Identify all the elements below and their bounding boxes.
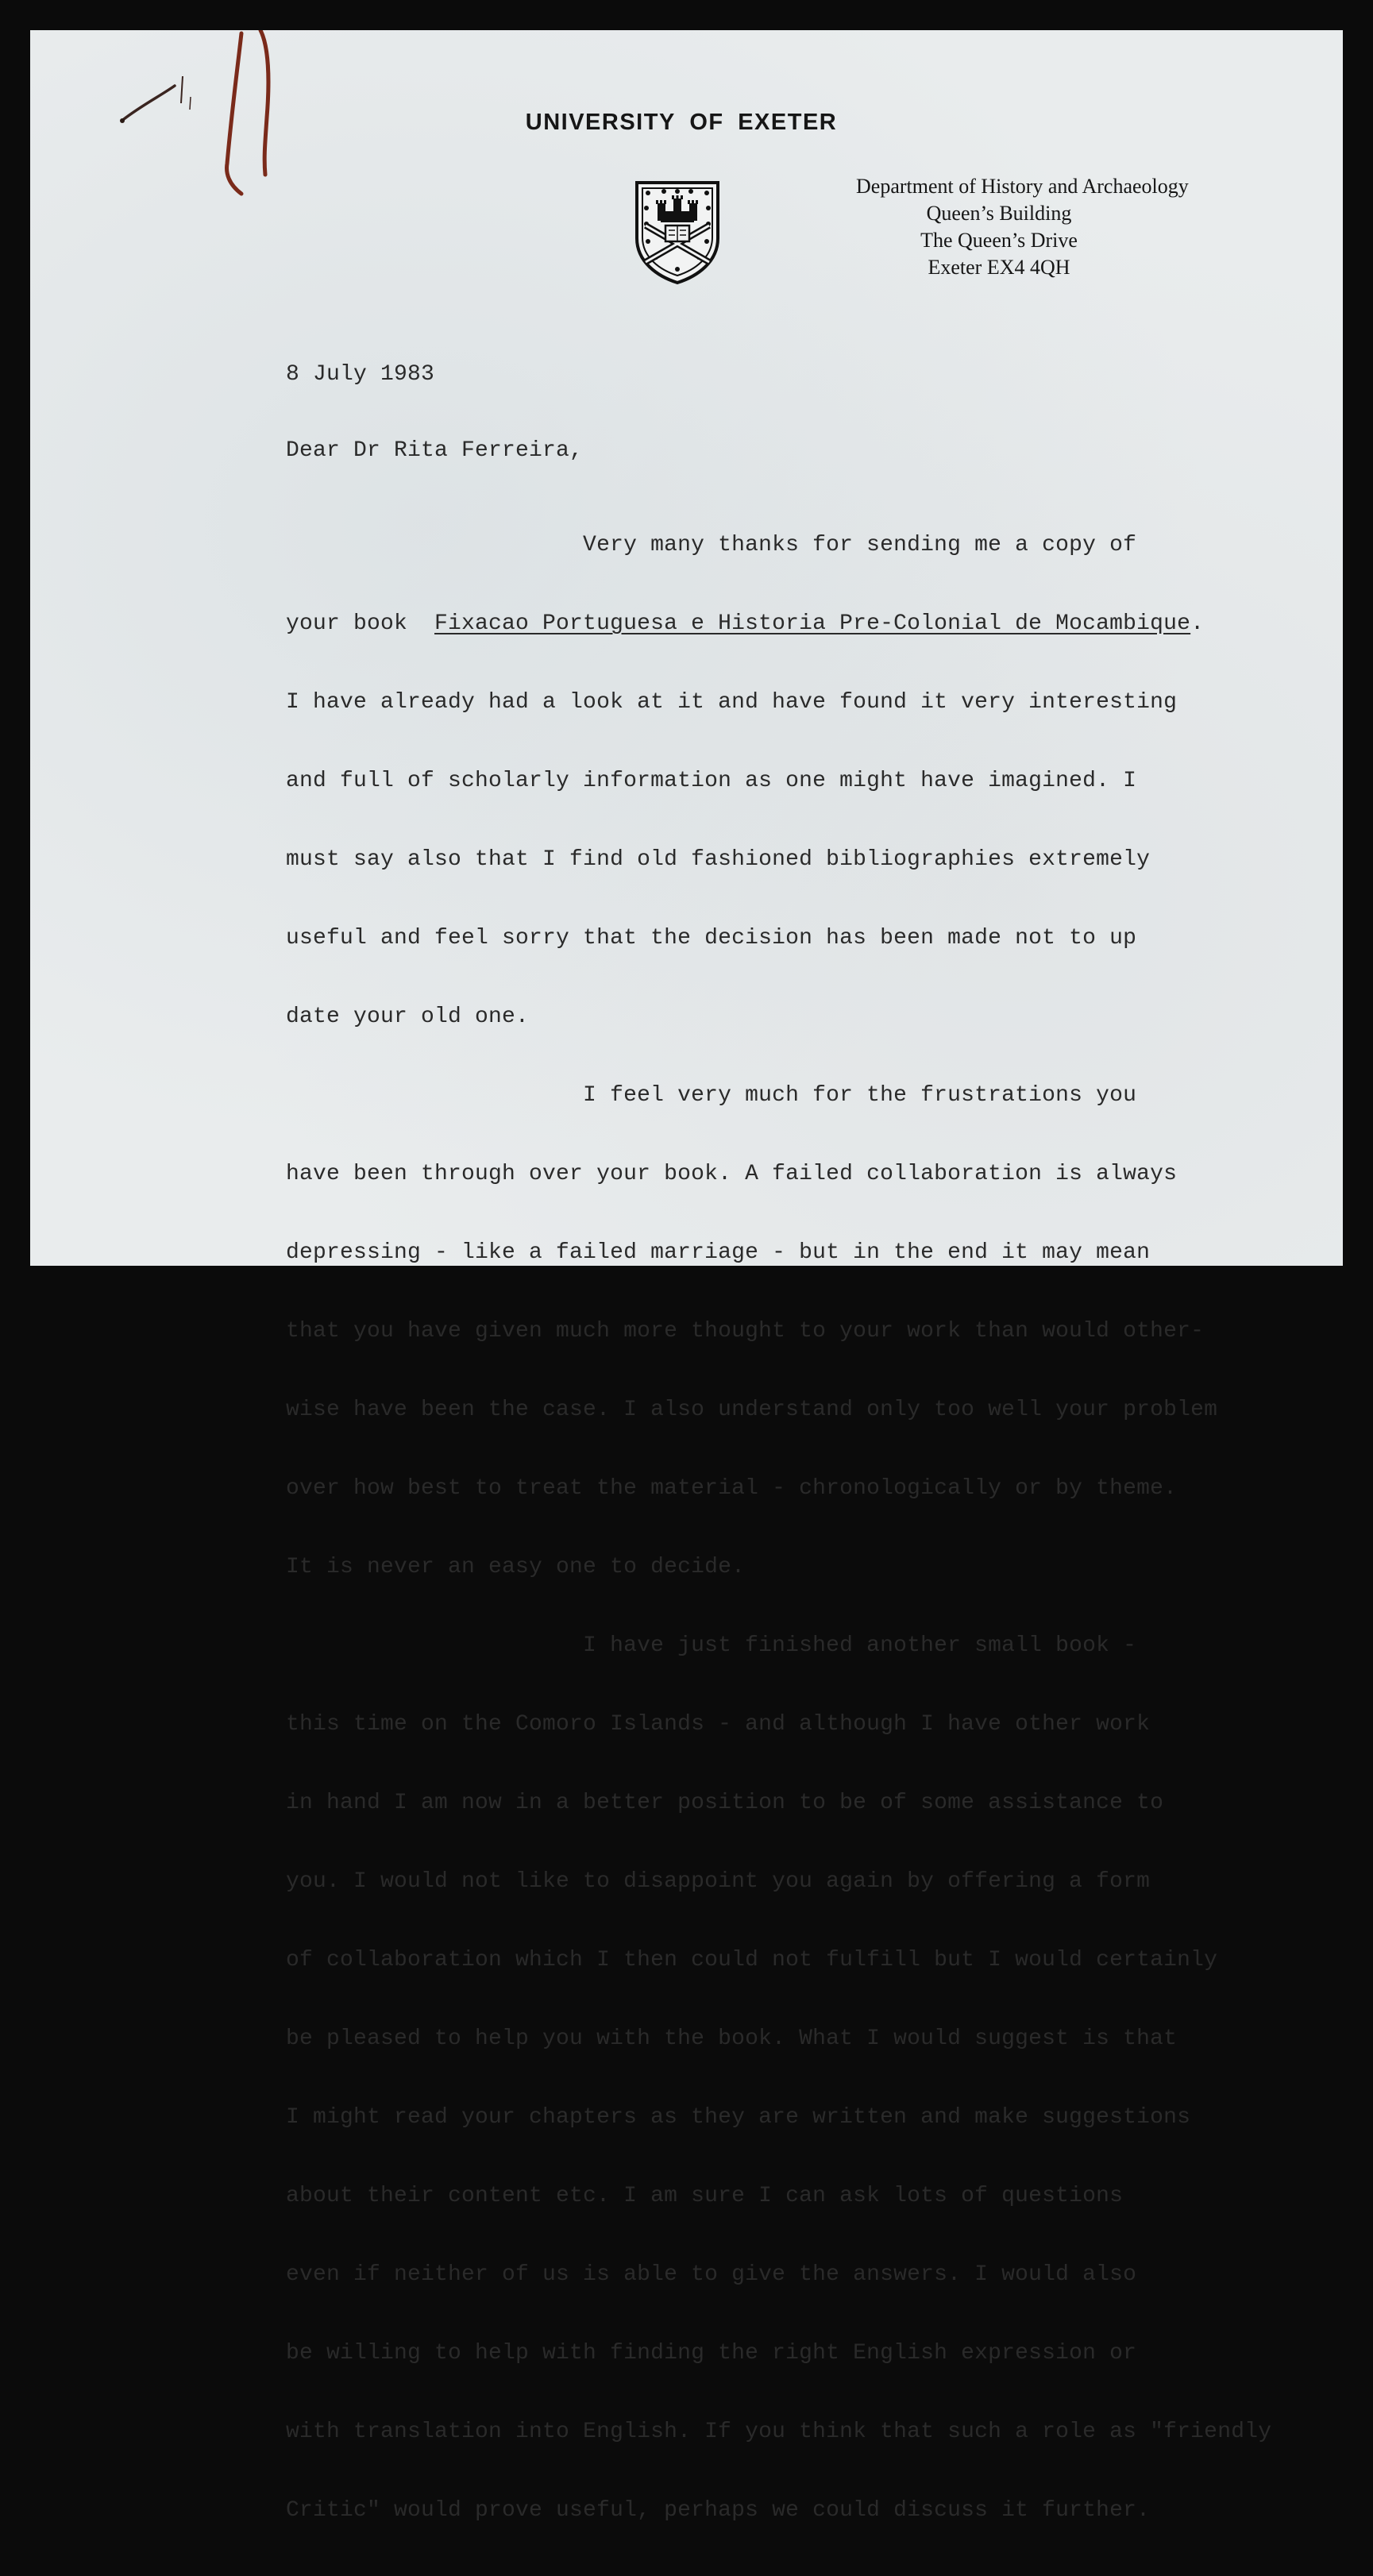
body-line: in hand I am now in a better position to be of some assistance to: [286, 1791, 1164, 1815]
address-line: Department of History and Archaeology: [856, 175, 1189, 198]
body-line: even if neither of us is able to give the answers. I would also: [286, 2262, 1137, 2287]
letter-body: [286, 480, 1271, 2576]
letter-page: [30, 30, 1343, 2523]
letter-salutation: Dear Dr Rita Ferreira,: [286, 438, 584, 463]
body-line: be pleased to help you with the book. What I would suggest is that: [286, 2026, 1178, 2051]
body-line: I feel very much for the frustrations you: [286, 1083, 1137, 1108]
body-line-book-title: [286, 611, 1271, 637]
university-word: OF: [689, 110, 724, 135]
letter-date: 8 July 1983: [286, 362, 435, 387]
university-name: [30, 110, 1333, 136]
body-line: I have already had a look at it and have found it very interesting: [286, 690, 1178, 715]
address-line: The Queen’s Drive: [920, 229, 1078, 252]
body-line: you. I would not like to disappoint you again by offering a form: [286, 1869, 1151, 1894]
body-line: be willing to help with finding the right English expression or: [286, 2341, 1137, 2366]
body-line: date your old one.: [286, 1005, 530, 1029]
body-line: Very many thanks for sending me a copy of: [286, 533, 1137, 557]
body-line: and full of scholarly information as one might have imagined. I: [286, 769, 1137, 793]
body-line: I have just finished another small book -: [286, 1633, 1137, 1658]
address-line: Queen’s Building: [926, 202, 1072, 225]
body-line: Critic" would prove useful, perhaps we could discuss it further.: [286, 2498, 1151, 2523]
body-line: have been through over your book. A failed collaboration is always: [286, 1162, 1178, 1186]
body-line: over how best to treat the material - chronologically or by theme.: [286, 1476, 1178, 1501]
university-crest-icon: [634, 179, 721, 286]
address-line: Exeter EX4 4QH: [928, 256, 1070, 279]
body-line: with translation into English. If you think that such a role as "friendly: [286, 2420, 1272, 2444]
body-line: depressing - like a failed marriage - but in the end it may mean: [286, 1240, 1151, 1265]
body-line: I might read your chapters as they are written and make suggestions: [286, 2105, 1191, 2130]
body-line: wise have been the case. I also understand only too well your problem: [286, 1398, 1218, 1422]
department-address: [856, 173, 1189, 281]
book-title-trail: .: [1190, 611, 1205, 636]
book-title: Fixacao Portuguesa e Historia Pre-Colonial de Mocambique: [434, 611, 1191, 636]
body-line: that you have given much more thought to your work than would other-: [286, 1319, 1205, 1344]
body-line: of collaboration which I then could not fulfill but I would certainly: [286, 1948, 1218, 1972]
book-title-lead: your book: [286, 611, 435, 636]
university-word: EXETER: [738, 110, 838, 135]
body-line: this time on the Comoro Islands - and although I have other work: [286, 1712, 1151, 1737]
body-line: It is never an easy one to decide.: [286, 1555, 746, 1579]
university-word: UNIVERSITY: [525, 110, 676, 135]
body-line: must say also that I find old fashioned bibliographies extremely: [286, 847, 1151, 872]
body-line: useful and feel sorry that the decision has been made not to up: [286, 926, 1137, 951]
body-line: about their content etc. I am sure I can ask lots of questions: [286, 2184, 1124, 2208]
